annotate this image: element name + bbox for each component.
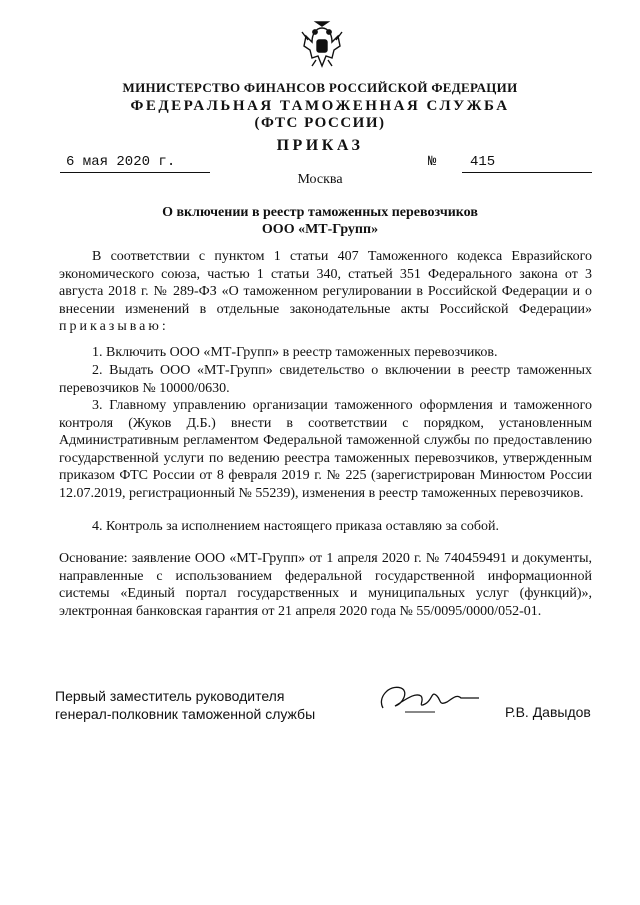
- intro-paragraph: [59, 248, 592, 336]
- signatory-position-line-1: Первый заместитель руководителя: [55, 688, 285, 704]
- handwritten-signature: [375, 678, 485, 718]
- order-number-sign: №: [428, 154, 437, 170]
- order-number: 415: [470, 154, 496, 170]
- order-item-3: 3. Главному управлению организации таможенного оформления и таможенного контроля (Жуков Д.Б.) внести в соответствии с порядком, установленным Административным регламентом Федеральной таможенной службы по предоставлению государственной услуги по ведению реестра таможенных перевозчиков, утвержденным приказом ФТС России от 8 февраля 2019 г. № 225 (зарегистрирован Минюстом России 12.07.2019, регистрационный № 55239), изменения в реестр таможенных перевозчиков.: [59, 398, 592, 501]
- signatory-name: Р.В. Давыдов: [505, 704, 591, 720]
- order-item-4: 4. Контроль за исполнением настоящего приказа оставляю за собой.: [92, 519, 500, 534]
- order-date: 6 мая 2020 г.: [66, 154, 176, 170]
- service-name: ФЕДЕРАЛЬНАЯ ТАМОЖЕННАЯ СЛУЖБА: [130, 98, 510, 114]
- service-abbreviation: (ФТС РОССИИ): [254, 115, 386, 131]
- ministry-name: МИНИСТЕРСТВО ФИНАНСОВ РОССИЙСКОЙ ФЕДЕРАЦИИ: [122, 80, 518, 95]
- subject-line-1: О включении в реестр таможенных перевозчиков: [162, 205, 478, 220]
- intro-text: В соответствии с пунктом 1 статьи 407 Таможенного кодекса Евразийского экономического союза, частью 1 статьи 340, статьей 351 Федерального закона от 3 августа 2018 г. № 289-ФЗ «О таможенном регулировании в Российской Федерации и о внесении изменений в отдельные законодательные акты Российской Федерации»: [59, 249, 592, 317]
- city: Москва: [297, 172, 343, 187]
- subject-line-2: ООО «МТ-Групп»: [261, 222, 379, 237]
- order-word: приказываю:: [59, 319, 169, 334]
- signatory-position-line-2: генерал-полковник таможенной службы: [55, 706, 316, 722]
- basis-paragraph: Основание: заявление ООО «МТ-Групп» от 1 апреля 2020 г. № 740459491 и документы, направленные с использованием федеральной государственной информационной системы «Единый портал государственных и муниципальных услуг (функций)», электронная банковская гарантия от 21 апреля 2020 года № 55/0095/0000/052-01.: [59, 551, 592, 619]
- document-type: ПРИКАЗ: [276, 137, 364, 154]
- order-item-2: 2. Выдать ООО «МТ-Групп» свидетельство о включении в реестр таможенных перевозчиков № 10000/0630.: [59, 363, 592, 396]
- coat-of-arms-emblem: [300, 20, 344, 70]
- order-item-1: 1. Включить ООО «МТ-Групп» в реестр таможенных перевозчиков.: [92, 345, 498, 360]
